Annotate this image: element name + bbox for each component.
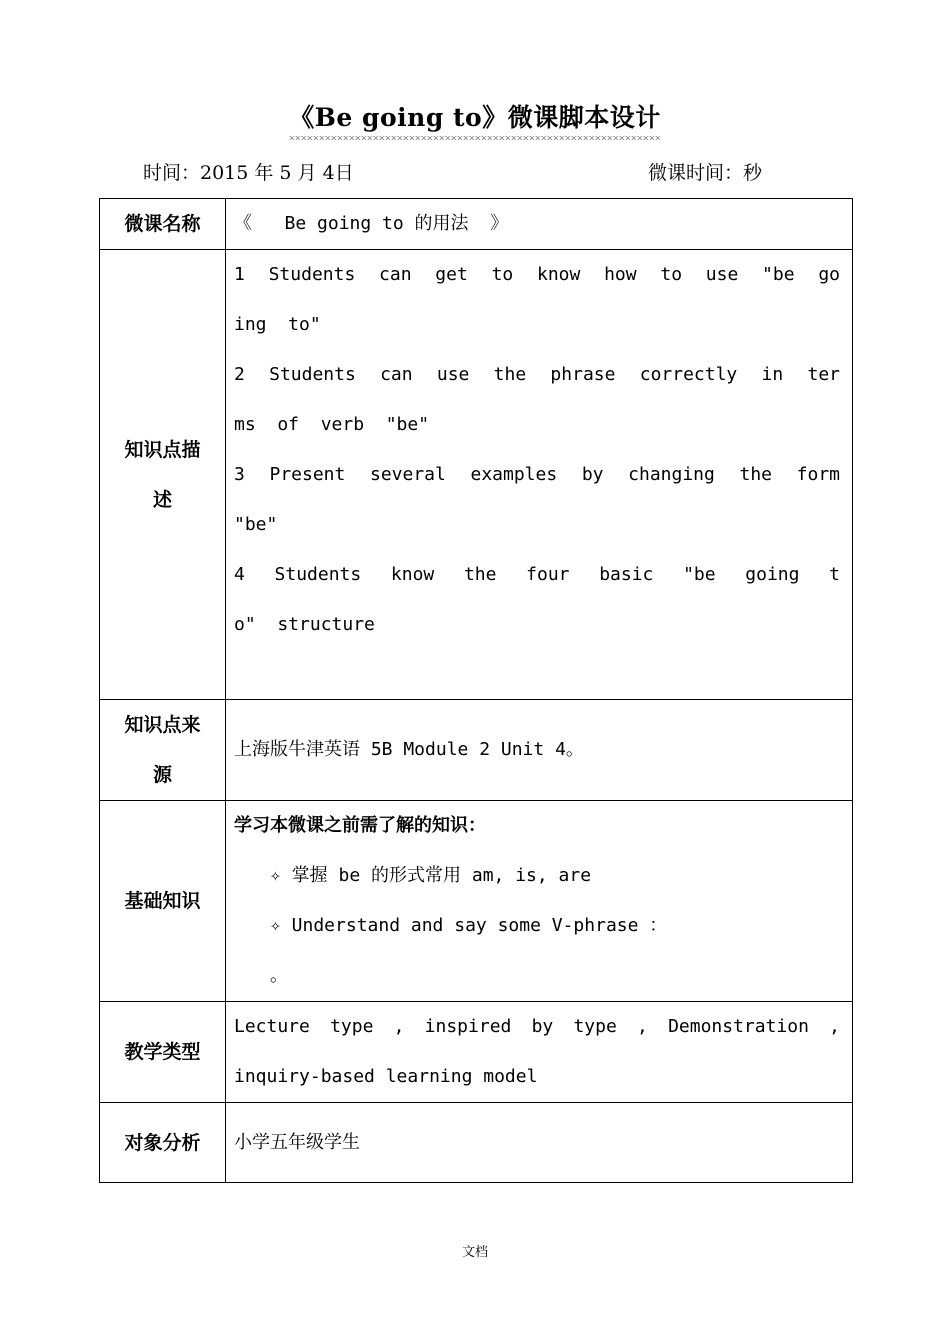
document-title (0, 98, 950, 140)
description-line: ing to" (234, 314, 321, 335)
basics-item: ✧ 掌握 be 的形式常用 am, is, are (270, 865, 592, 886)
knowledge-source: 上海版牛津英语 5B Module 2 Unit 4。 (234, 739, 584, 760)
row-label-source-text: 知识点来源 (124, 714, 201, 786)
description-line: 1 Students can get to know how to use "be go (234, 264, 840, 285)
document-title-text: 《Be going to》微课脚本设计 (289, 98, 660, 140)
row-label-name: 微课名称 (100, 199, 226, 250)
row-label-description-text: 知识点描述 (124, 438, 201, 511)
basics-heading: 学习本微课之前需了解的知识： (234, 815, 486, 836)
row-label-type: 教学类型 (100, 1002, 226, 1103)
row-label-description (100, 250, 226, 700)
row-value-source (226, 700, 853, 801)
description-line: ms of verb "be" (234, 414, 430, 435)
row-value-type (226, 1002, 853, 1103)
teaching-type-line: Lecture type , inspired by type , Demonstration , (234, 1016, 840, 1037)
row-label-basics: 基础知识 (100, 801, 226, 1002)
row-label-source (100, 700, 226, 801)
basics-item: ✧ Understand and say some V-phrase ： (270, 915, 668, 936)
table-row (100, 700, 853, 801)
page-footer: 文档 (461, 1245, 488, 1260)
duration-line: 微课时间：秒 (648, 162, 763, 184)
table-row (100, 1002, 853, 1103)
row-label-audience: 对象分析 (100, 1103, 226, 1183)
row-value-audience (226, 1103, 853, 1183)
script-table (99, 198, 853, 1183)
table-row (100, 1103, 853, 1183)
row-value-description (226, 250, 853, 700)
table-row (100, 199, 853, 250)
audience-text: 小学五年级学生 (234, 1131, 360, 1153)
description-line: o" structure (234, 614, 375, 635)
description-line: 3 Present several examples by changing the form (234, 464, 840, 485)
row-value-name (226, 199, 853, 250)
description-line: 4 Students know the four basic "be going t (234, 564, 840, 585)
description-line: "be" (234, 514, 278, 535)
course-name: 《 Be going to 的用法 》 (234, 213, 509, 234)
table-row (100, 250, 853, 700)
basics-trailing: 。 (270, 965, 288, 986)
date-line: 时间：2015 年 5 月 4日 (143, 162, 354, 184)
teaching-type-line: inquiry-based learning model (234, 1066, 538, 1087)
description-line: 2 Students can use the phrase correctly in ter (234, 364, 840, 385)
row-value-basics (226, 801, 853, 1002)
table-row (100, 801, 853, 1002)
